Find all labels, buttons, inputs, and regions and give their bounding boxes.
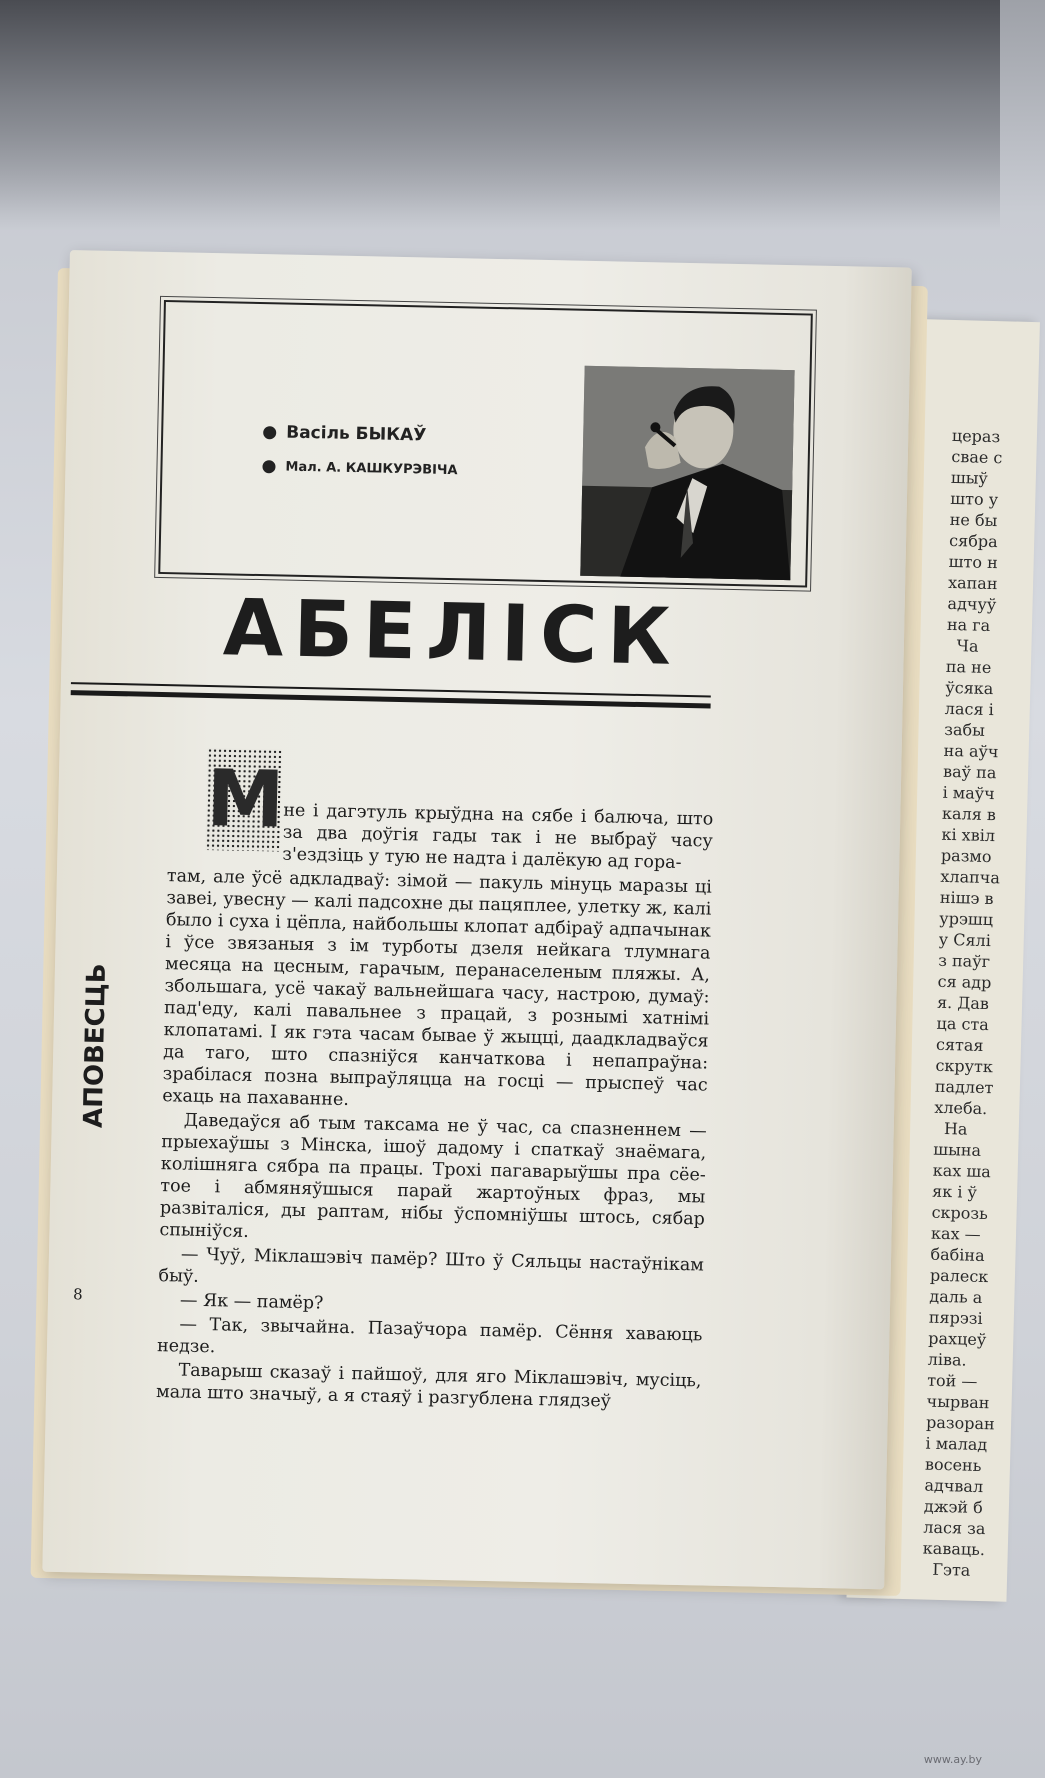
author-photo [580, 366, 794, 580]
paragraph-opening: не і дагэтуль крыўдна на сябе і балюча, што за два доўгія гады так і не выбраў часу з'ездзіць у тую не надта і далёкую ад гора- [282, 800, 714, 873]
paragraph: — Так, звычайна. Пазаўчора памёр. Сёння хаваюць недзе. [156, 1314, 703, 1358]
author-name: Васіль БЫКАЎ [286, 422, 427, 446]
illustrator-credit [262, 459, 457, 478]
story-text [156, 797, 714, 1416]
magazine-page [42, 250, 912, 1589]
header-frame [158, 300, 813, 588]
illustrator-name: Мал. А. КАШКУРЭВІЧА [285, 459, 458, 479]
drop-cap-letter: М [205, 753, 286, 846]
paragraph: Даведаўся аб тым таксама не ў час, са спазненнем — прыехаўшы з Мінска, ішоў дадому і спаткаў знаёмага, колішняга сябра па працы. Трохі пагаварыўшы пра сёе-тое і абмяняўшыся парай жартоўных фраз, мы развіталіся, ды раптам, нібы ўспомніўшы штось, сябар спыніўся. [159, 1110, 707, 1242]
background-shadow [0, 0, 1000, 230]
page-number: 8 [72, 1285, 83, 1304]
story-title: АБЕЛІСК [222, 583, 682, 683]
paragraph: Таварыш сказаў і пайшоў, для яго Міклашэвіч, мусіць, мала што значыў, а я стаяў і разгублена глядзеў [155, 1360, 702, 1412]
paragraph: — Чуў, Міклашэвіч памёр? Што ў Сяльцы настаўнікам быў. [158, 1244, 705, 1287]
facing-page-text: цераз свае с шыў што у не бы сябра што н хапан адчуў на га Ча па не ўсяка лася і забы на аўч ваў па і маўч каля в кі хвіл размо хлапча нішэ в урэшц у Сялі з паўг ся адр я. Дав ца ста сятая скрутк падлет хлеба. На шына ках ша як і ў скрозь ках — бабіна ралеск даль а пярэзі рахцеў ліва. той — чырван разоран і малад восень адчвал джэй б лася за каваць. Гэта [922, 425, 1003, 1580]
bullet-icon [262, 460, 275, 473]
portrait-image [580, 366, 794, 580]
genre-label: АПОВЕСЦЬ [78, 963, 113, 1129]
watermark: www.ay.by [923, 1753, 982, 1766]
bullet-icon [263, 426, 276, 439]
paragraph: — Як — памёр? [179, 1290, 324, 1314]
author-credit [263, 422, 427, 445]
paragraph-opening-cont: там, але ўсё адкладваў: зімой — пакуль мінуць маразы ці завеі, увесну — калі падсохне ды пацяплее, улетку ж, калі было і суха і цёпла, найбольшы клопат адбіраў адпачынак і ўсе звязаныя з ім турботы дзеля нейкага тлумнага месяца на цесным, гарачым, перанаселеным пляжы. А, збольшага, усё чакаў вальнейшага часу, настрою, думаў: пад'еду, калі павальнее з працай, з рознымі хатнімі клопатамі. І як гэта часам бывае ў жыцці, даадкладваўся да таго, што спазніўся канчаткова і непапраўна: зрабілася позна выпраўляцца на госці — прыспеў час ехаць на пахаванне. [162, 866, 712, 1111]
